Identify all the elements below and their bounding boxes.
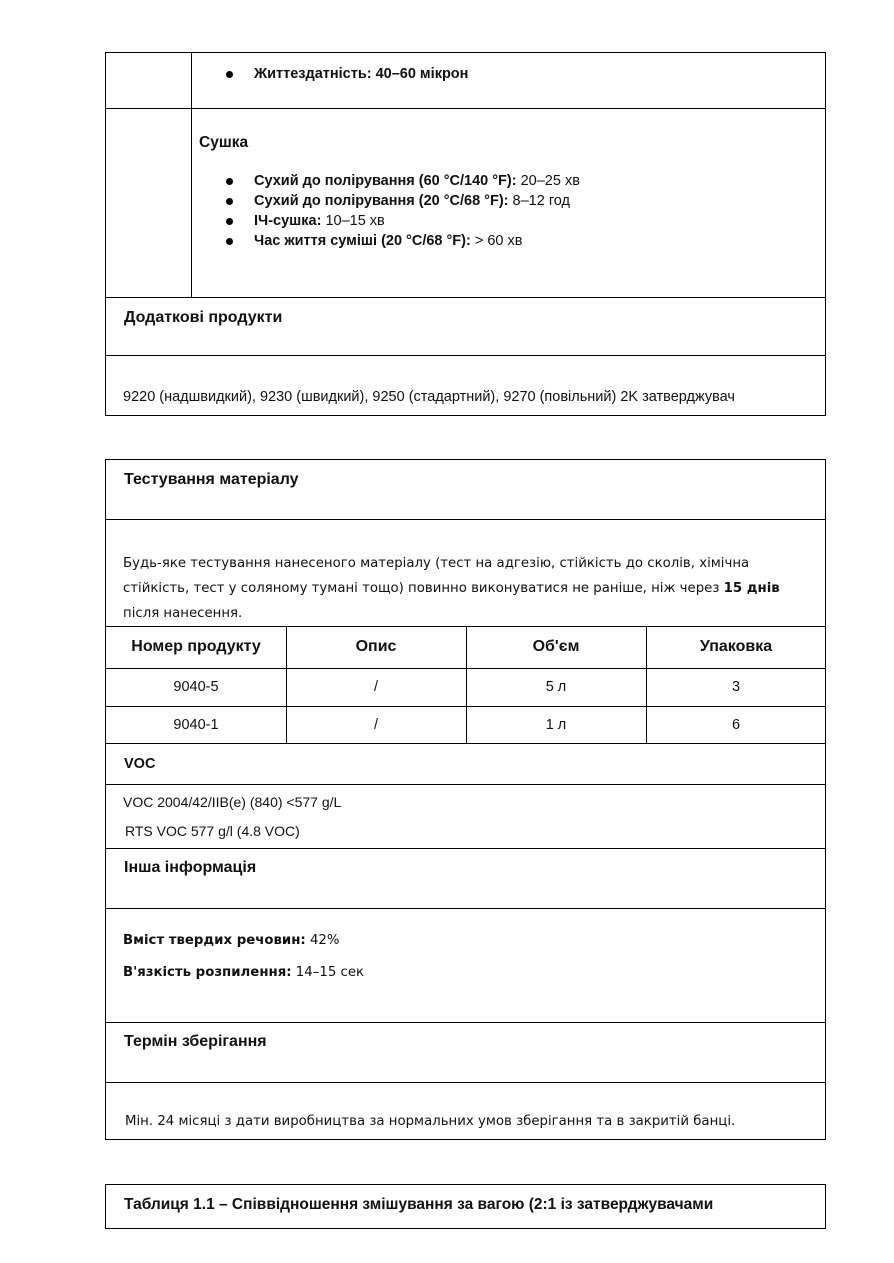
bullet-dot: [226, 198, 233, 205]
column-header: Номер продукту: [131, 638, 261, 655]
drying-value: 20–25 хв: [516, 173, 580, 189]
table-cell: /: [373, 716, 379, 733]
column-divider: [286, 626, 287, 743]
column-header: Опис: [355, 638, 397, 655]
drying-label: ІЧ-сушка:: [254, 213, 322, 229]
thickness-list: [226, 64, 468, 84]
row-divider: [106, 743, 825, 744]
table-cell: 9040-1: [173, 716, 219, 733]
bullet-item: [226, 171, 580, 191]
spray-viscosity: В'язкість розпилення: 14–15 сек: [123, 965, 365, 980]
column-divider: [466, 626, 467, 743]
drying-value: > 60 хв: [470, 233, 523, 249]
row-divider: [106, 519, 825, 520]
voc-title: VOC: [124, 756, 156, 772]
column-header: Об'єм: [532, 638, 580, 655]
bullet-dot: [226, 238, 233, 245]
table-cell: 1 л: [545, 716, 567, 733]
table-cell: 9040-5: [173, 679, 219, 695]
drying-value: 8–12 год: [508, 193, 570, 209]
row-divider: [106, 848, 825, 849]
row-divider: [106, 108, 825, 109]
drying-label: Сухий до полірування (60 °C/140 °F):: [254, 173, 517, 189]
table-cell: 6: [731, 716, 741, 733]
testing-text: Будь-яке тестування нанесеного матеріалу (тест на адгезію, стійкість до сколів, хімічна стійкість, тест у соляному тумані тощо) повинно виконуватися не раніше, ніж через 15 днів після нанесення.: [123, 556, 780, 621]
row-divider: [106, 1082, 825, 1083]
drying-title: Сушка: [199, 134, 249, 151]
row-divider: [106, 784, 825, 785]
storage-text: Мін. 24 місяці з дати виробництва за нормальних умов зберігання та в закритій банці.: [125, 1114, 736, 1129]
column-divider: [646, 626, 647, 743]
other-info-title: Інша інформація: [124, 859, 257, 876]
drying-label: Сухий до полірування (20 °C/68 °F):: [254, 193, 509, 209]
testing-title: Тестування матеріалу: [124, 471, 299, 488]
voc-line: RTS VOC 577 g/l (4.8 VOC): [125, 823, 300, 839]
product-spec-table-top: [105, 52, 826, 416]
table-cell: /: [373, 679, 379, 695]
column-header: Упаковка: [699, 638, 773, 655]
row-divider: [106, 908, 825, 909]
table-caption: Таблиця 1.1 – Співвідношення змішування за вагою (2:1 із затверджувачами: [124, 1196, 714, 1213]
mixing-ratio-table: [105, 1184, 826, 1229]
bullet-item: [226, 231, 580, 251]
drying-label: Час життя суміші (20 °C/68 °F):: [254, 233, 471, 249]
additional-products-text: 9220 (надшвидкий), 9230 (швидкий), 9250 (стадартний), 9270 (повільний) 2K затверджувач: [123, 389, 735, 405]
row-divider: [106, 297, 825, 298]
additional-products-title: Додаткові продукти: [124, 309, 283, 326]
drying-list: [226, 171, 580, 251]
product-info-table: [105, 459, 826, 1140]
column-divider: [191, 53, 192, 297]
bullet-item: [226, 211, 580, 231]
bullet-dot: [226, 178, 233, 185]
table-cell: 3: [731, 679, 741, 695]
row-divider: [106, 355, 825, 356]
table-cell: 5 л: [545, 679, 567, 695]
solids-content: Вміст твердих речовин: 42%: [123, 933, 340, 948]
bullet-dot: [226, 218, 233, 225]
storage-title: Термін зберігання: [124, 1033, 267, 1050]
voc-line: VOC 2004/42/IIB(e) (840) <577 g/L: [123, 794, 342, 810]
row-divider: [106, 1022, 825, 1023]
drying-value: 10–15 хв: [321, 213, 385, 229]
bullet-item: Життездатність: 40–60 мікрон: [226, 64, 468, 84]
bullet-item: [226, 191, 580, 211]
